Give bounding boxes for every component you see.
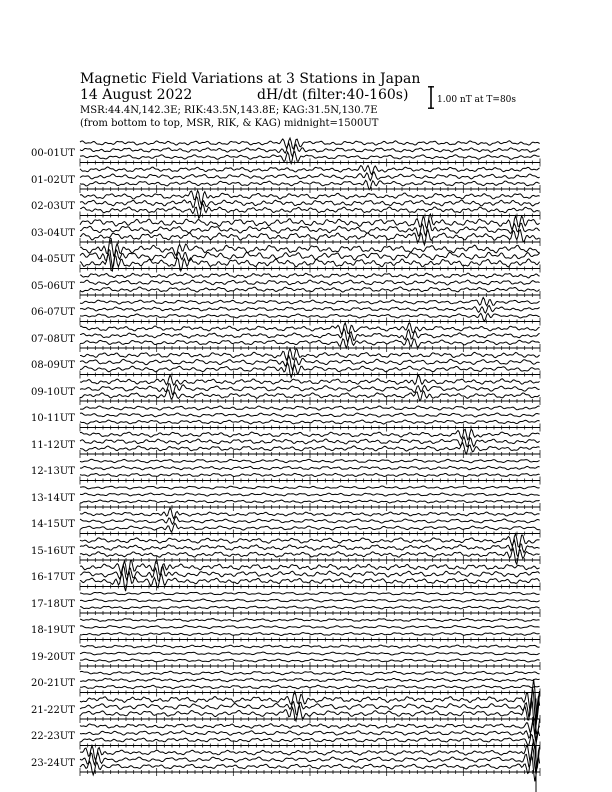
hour-row-18-19UT (80, 618, 540, 643)
trace-rik-05-06UT (80, 280, 540, 285)
time-ticks (80, 768, 540, 776)
trace-rik-09-10UT (80, 383, 540, 394)
time-ticks (80, 530, 540, 538)
hour-label: 14-15UT (31, 519, 75, 530)
stations-info: MSR:44.4N,142.3E; RIK:43.5N,143.8E; KAG:31.5N,130.7E (80, 105, 378, 116)
hour-row-09-10UT (80, 375, 540, 405)
trace-rik-10-11UT (80, 413, 540, 417)
trace-msr-18-19UT (80, 618, 540, 621)
hour-row-12-13UT (80, 459, 540, 484)
hour-label: 01-02UT (31, 174, 75, 186)
hour-label: 22-23UT (31, 731, 75, 742)
hour-label: 08-09UT (31, 360, 75, 371)
trace-rik-13-14UT (80, 493, 540, 496)
trace-rik-11-12UT (80, 437, 540, 447)
trace-rik-07-08UT (80, 329, 540, 342)
trace-rik-18-19UT (80, 626, 540, 629)
time-ticks (80, 609, 540, 617)
trace-rik-00-01UT (80, 143, 540, 156)
trace-msr-13-14UT (80, 486, 540, 489)
hour-row-17-18UT (80, 592, 540, 617)
filter-label: dH/dt (filter:40-160s) (257, 87, 409, 103)
trace-msr-05-06UT (80, 273, 540, 278)
trace-msr-19-20UT (80, 645, 540, 648)
time-ticks (80, 689, 540, 697)
hour-label: 05-06UT (31, 280, 75, 292)
time-ticks (80, 371, 540, 379)
hour-row-08-09UT (80, 348, 540, 378)
order-note: (from bottom to top, MSR, RIK, & KAG) midnight=1500UT (80, 118, 379, 129)
time-ticks (80, 556, 540, 564)
trace-rik-16-17UT (80, 565, 540, 582)
trace-msr-01-02UT (80, 166, 540, 175)
trace-rik-20-21UT (80, 678, 540, 682)
hour-row-20-21UT (80, 671, 540, 696)
trace-rik-03-04UT (80, 221, 540, 236)
hour-label: 23-24UT (31, 757, 75, 769)
time-ticks (80, 477, 540, 485)
time-ticks (80, 344, 540, 352)
trace-kag-19-20UT (80, 659, 540, 662)
hour-row-00-01UT (80, 138, 540, 166)
time-ticks (80, 318, 540, 326)
hour-row-16-17UT (80, 560, 540, 591)
hour-row-01-02UT (80, 166, 540, 194)
trace-rik-14-15UT (80, 516, 540, 524)
time-ticks (80, 291, 540, 299)
hour-label: 12-13UT (31, 466, 75, 477)
trace-rik-12-13UT (80, 466, 540, 470)
trace-kag-18-19UT (80, 633, 540, 636)
hour-label: 11-12UT (31, 439, 75, 451)
hour-row-10-11UT (80, 406, 540, 432)
trace-kag-20-21UT (80, 685, 540, 689)
time-ticks (80, 583, 540, 591)
time-ticks (80, 159, 540, 167)
trace-rik-17-18UT (80, 599, 540, 602)
trace-msr-10-11UT (80, 406, 540, 410)
time-ticks (80, 636, 540, 644)
hour-label: 10-11UT (31, 413, 75, 424)
trace-rik-19-20UT (80, 652, 540, 655)
trace-rik-06-07UT (80, 306, 540, 314)
hour-label: 16-17UT (31, 572, 75, 583)
hour-row-05-06UT (80, 273, 540, 299)
time-ticks (80, 265, 540, 273)
trace-kag-23-24UT (80, 754, 540, 781)
hour-label: 18-19UT (31, 625, 75, 636)
trace-msr-20-21UT (80, 671, 540, 675)
hour-label: 17-18UT (31, 598, 75, 610)
hour-label: 03-04UT (31, 227, 75, 239)
hour-label: 00-01UT (31, 148, 75, 159)
time-ticks (80, 503, 540, 511)
time-ticks (80, 662, 540, 670)
hour-label: 06-07UT (31, 307, 75, 318)
time-ticks (80, 715, 540, 723)
date-label: 14 August 2022 (80, 87, 193, 103)
time-ticks (80, 238, 540, 246)
hour-label: 09-10UT (31, 386, 75, 398)
hour-label: 15-16UT (31, 545, 75, 557)
time-ticks (80, 742, 540, 750)
trace-kag-13-14UT (80, 500, 540, 503)
hour-row-07-08UT (80, 323, 540, 352)
trace-kag-17-18UT (80, 606, 540, 609)
hour-row-02-03UT (80, 191, 540, 220)
hour-label: 02-03UT (31, 201, 75, 212)
chart-title: Magnetic Field Variations at 3 Stations in Japan (80, 71, 421, 87)
hour-label: 20-21UT (31, 678, 75, 689)
time-ticks (80, 397, 540, 405)
trace-msr-00-01UT (80, 138, 540, 149)
trace-rik-02-03UT (80, 196, 540, 209)
hour-row-15-16UT (80, 534, 540, 565)
hour-row-13-14UT (80, 486, 540, 511)
trace-kag-10-11UT (80, 420, 540, 424)
hour-row-06-07UT (80, 297, 540, 325)
time-ticks (80, 450, 540, 458)
hour-row-11-12UT (80, 429, 540, 458)
time-ticks (80, 185, 540, 193)
trace-msr-12-13UT (80, 459, 540, 462)
hour-label: 07-08UT (31, 333, 75, 345)
scale-label: 1.00 nT at T=80s (437, 95, 517, 105)
hour-row-14-15UT (80, 508, 540, 538)
trace-rik-01-02UT (80, 172, 540, 181)
hour-label: 21-22UT (31, 704, 75, 716)
hour-label: 13-14UT (31, 492, 75, 504)
trace-msr-17-18UT (80, 592, 540, 594)
trace-kag-12-13UT (80, 473, 540, 476)
hour-label: 04-05UT (31, 254, 75, 265)
hour-row-19-20UT (80, 645, 540, 670)
hour-label: 19-20UT (31, 651, 75, 663)
